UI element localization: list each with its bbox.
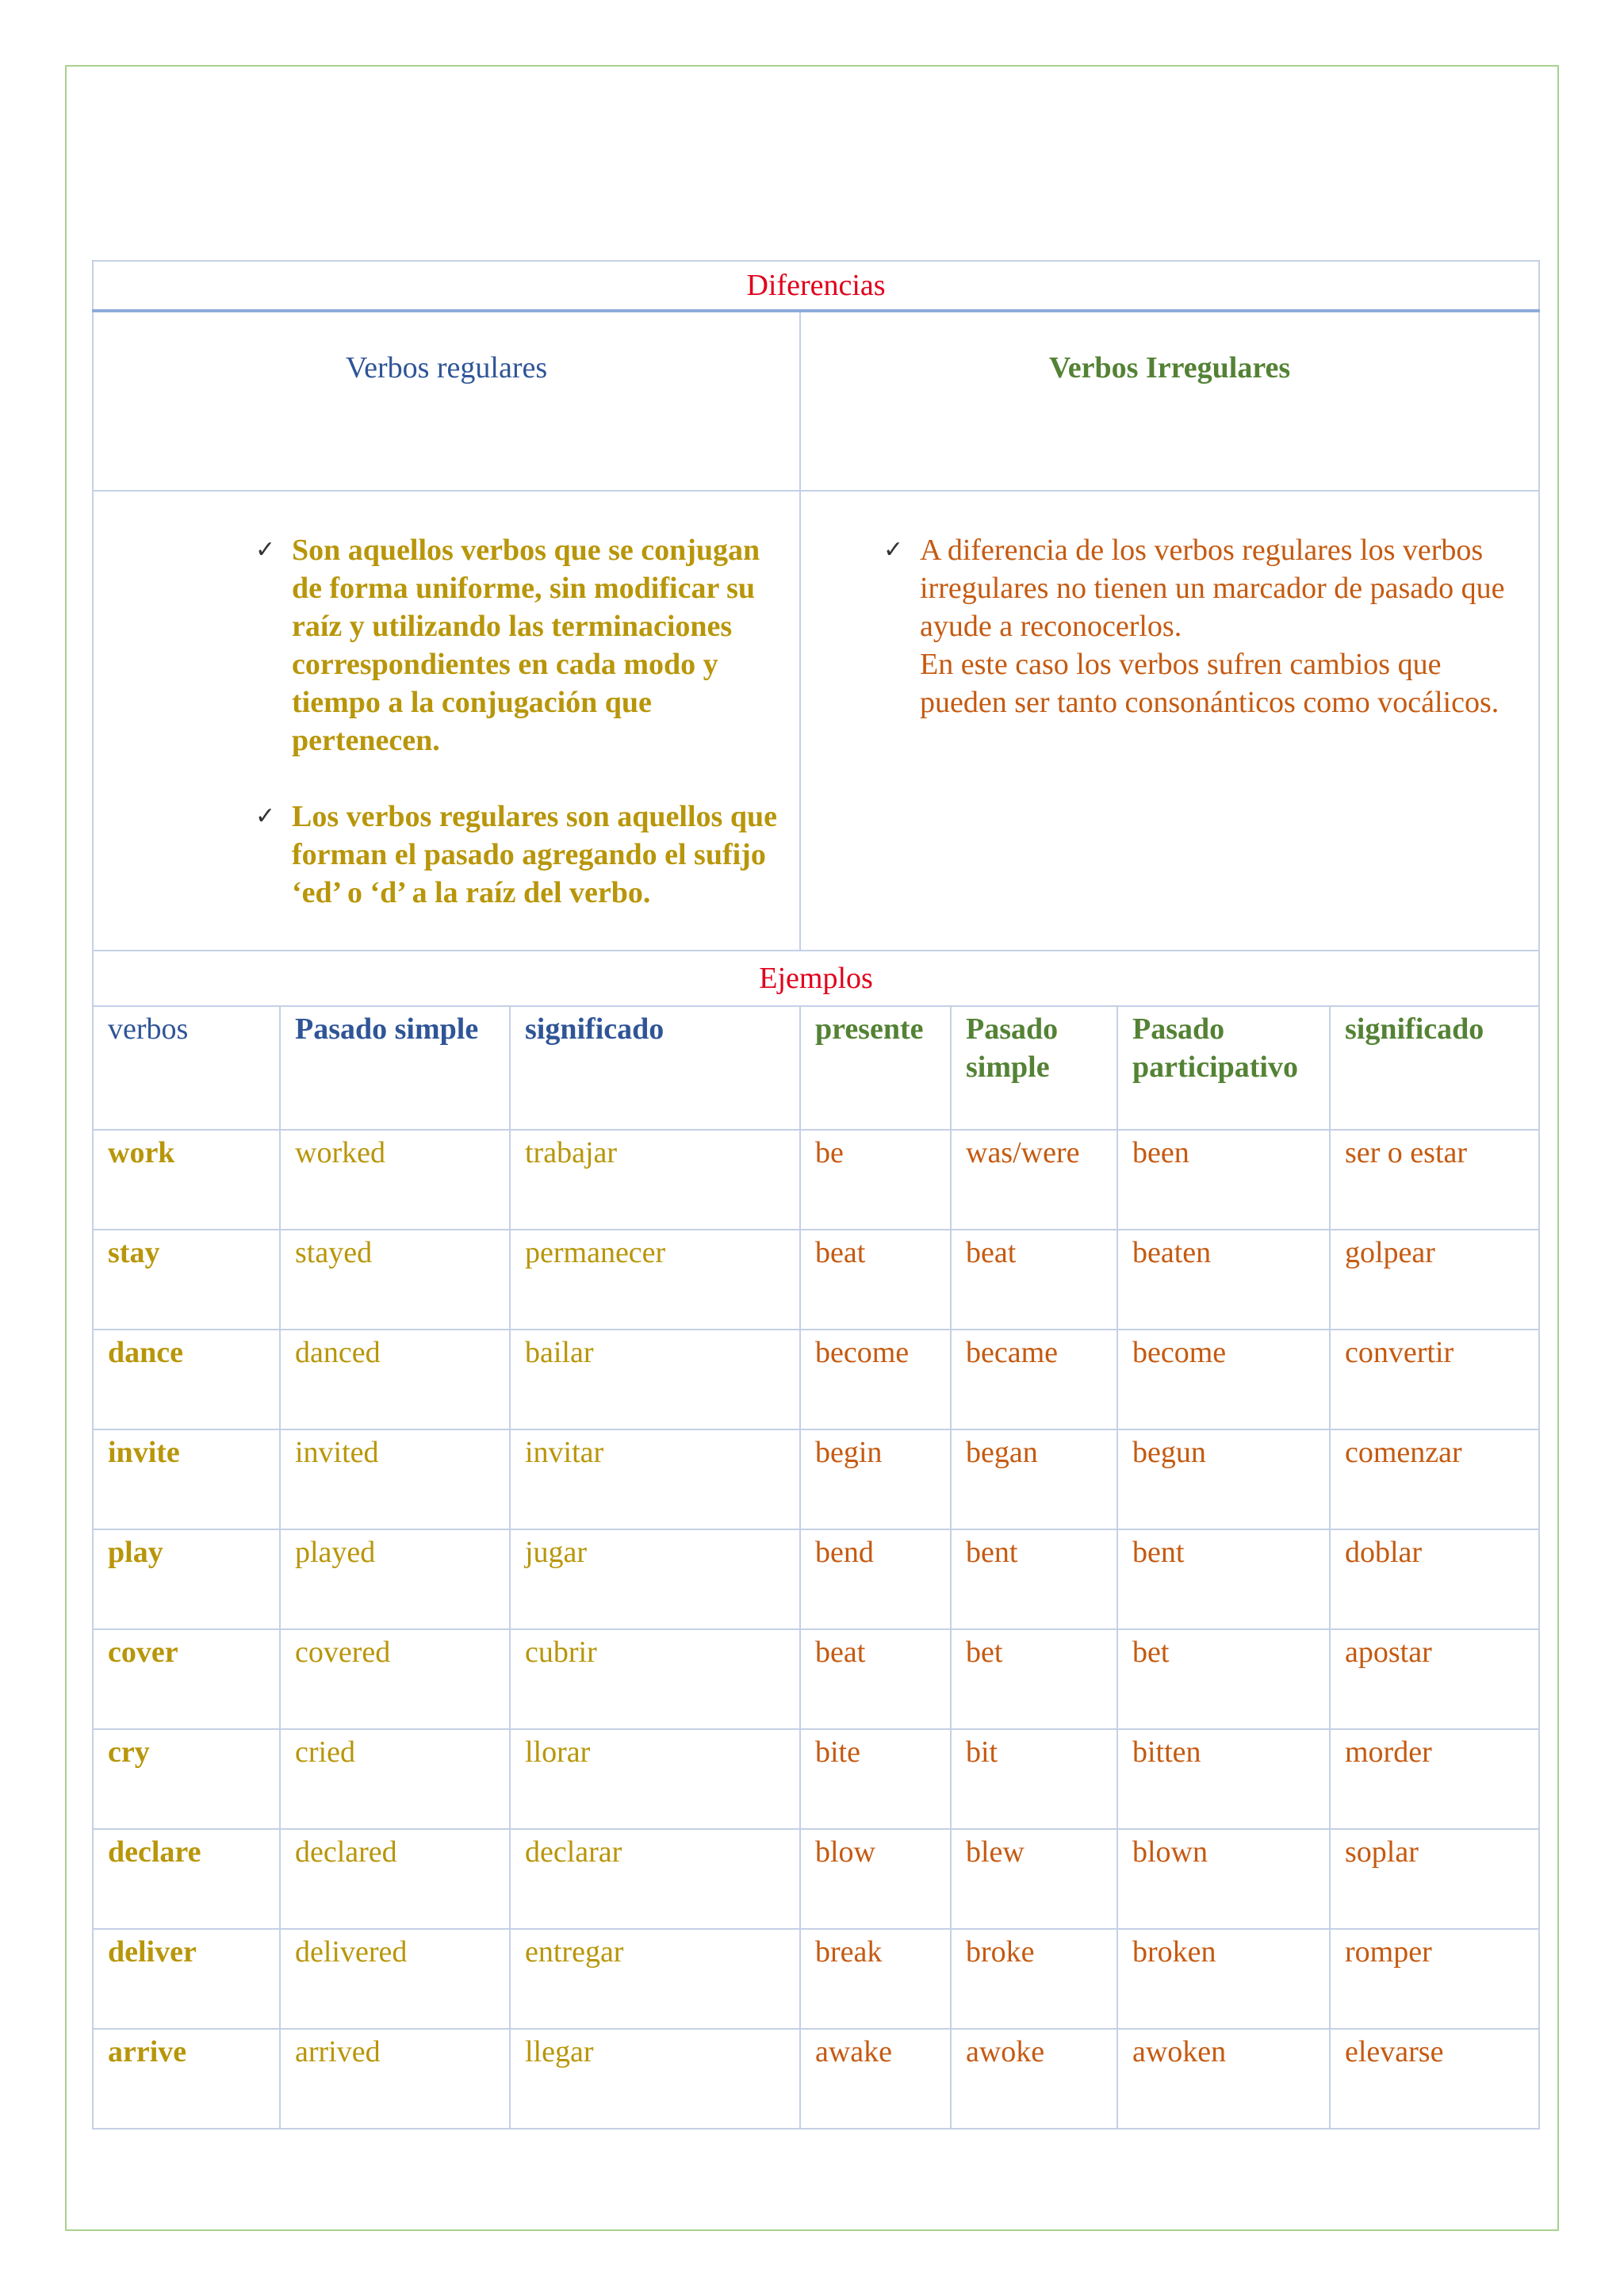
examples-title: Ejemplos [93, 951, 1539, 1006]
cell-past-participle: broken [1117, 1929, 1330, 2029]
cell-irregular-past-simple: blew [951, 1829, 1117, 1929]
cell-irregular-past-simple: bent [951, 1529, 1117, 1629]
cell-past-simple: declared [280, 1829, 510, 1929]
cell-irregular-meaning: golpear [1330, 1230, 1539, 1330]
cell-irregular-past-simple: became [951, 1330, 1117, 1429]
cell-meaning: declarar [510, 1829, 800, 1929]
table-row [93, 1529, 1539, 1629]
cell-present: become [800, 1330, 951, 1429]
table-row [93, 1729, 1539, 1829]
cell-past-participle: beaten [1117, 1230, 1330, 1330]
cell-past-participle: bent [1117, 1529, 1330, 1629]
regular-point [235, 531, 779, 760]
irregular-point-text-1: A diferencia de los verbos regulares los verbos irregulares no tienen un marcador de pasado que ayude a reconocerlos. [920, 534, 1505, 643]
cell-irregular-past-simple: was/were [951, 1130, 1117, 1230]
col-header-pasado-simple-irregular: Pasado simple [951, 1006, 1117, 1130]
cell-past-participle: bet [1117, 1629, 1330, 1729]
irregular-description [800, 491, 1539, 951]
cell-verb: dance [93, 1330, 280, 1429]
cell-verb: arrive [93, 2029, 280, 2129]
col-header-significado: significado [510, 1006, 800, 1130]
table-title: Diferencias [93, 261, 1539, 311]
differences-table [92, 260, 1540, 2130]
cell-present: be [800, 1130, 951, 1230]
cell-present: begin [800, 1429, 951, 1529]
cell-meaning: llorar [510, 1729, 800, 1829]
check-icon: ✓ [255, 536, 276, 564]
table-row [93, 1929, 1539, 2029]
cell-past-simple: played [280, 1529, 510, 1629]
cell-past-participle: become [1117, 1330, 1330, 1429]
cell-irregular-meaning: elevarse [1330, 2029, 1539, 2129]
cell-present: beat [800, 1629, 951, 1729]
irregular-point [863, 531, 1507, 721]
cell-irregular-past-simple: began [951, 1429, 1117, 1529]
cell-meaning: bailar [510, 1330, 800, 1429]
cell-past-participle: blown [1117, 1829, 1330, 1929]
cell-irregular-meaning: doblar [1330, 1529, 1539, 1629]
cell-verb: cover [93, 1629, 280, 1729]
cell-verb: deliver [93, 1929, 280, 2029]
cell-irregular-meaning: morder [1330, 1729, 1539, 1829]
table-row [93, 1429, 1539, 1529]
cell-verb: play [93, 1529, 280, 1629]
cell-irregular-meaning: romper [1330, 1929, 1539, 2029]
cell-meaning: llegar [510, 2029, 800, 2129]
cell-verb: work [93, 1130, 280, 1230]
col-header-verbos: verbos [93, 1006, 280, 1130]
cell-present: awake [800, 2029, 951, 2129]
cell-irregular-past-simple: awoke [951, 2029, 1117, 2129]
col-header-pasado-simple: Pasado simple [280, 1006, 510, 1130]
cell-past-simple: stayed [280, 1230, 510, 1330]
cell-verb: declare [93, 1829, 280, 1929]
cell-irregular-past-simple: broke [951, 1929, 1117, 2029]
cell-past-simple: delivered [280, 1929, 510, 2029]
regular-verbs-header: Verbos regulares [93, 311, 800, 491]
cell-meaning: invitar [510, 1429, 800, 1529]
cell-present: bend [800, 1529, 951, 1629]
cell-past-simple: covered [280, 1629, 510, 1729]
check-icon: ✓ [255, 802, 276, 830]
cell-meaning: jugar [510, 1529, 800, 1629]
table-row [93, 2029, 1539, 2129]
table-row [93, 1230, 1539, 1330]
table-row [93, 1829, 1539, 1929]
col-header-pasado-participativo: Pasado participativo [1117, 1006, 1330, 1130]
examples-header-row [93, 1006, 1539, 1130]
cell-meaning: permanecer [510, 1230, 800, 1330]
cell-verb: stay [93, 1230, 280, 1330]
cell-irregular-meaning: apostar [1330, 1629, 1539, 1729]
cell-irregular-meaning: soplar [1330, 1829, 1539, 1929]
table-row [93, 1330, 1539, 1429]
cell-irregular-meaning: comenzar [1330, 1429, 1539, 1529]
regular-point-text: Los verbos regulares son aquellos que forman el pasado agregando el sufijo ‘ed’ o ‘d’ a la raíz del verbo. [292, 800, 777, 909]
cell-meaning: trabajar [510, 1130, 800, 1230]
cell-past-participle: awoken [1117, 2029, 1330, 2129]
cell-past-participle: begun [1117, 1429, 1330, 1529]
cell-irregular-past-simple: bit [951, 1729, 1117, 1829]
cell-present: break [800, 1929, 951, 2029]
cell-present: blow [800, 1829, 951, 1929]
cell-present: bite [800, 1729, 951, 1829]
check-icon: ✓ [883, 536, 904, 564]
cell-irregular-past-simple: beat [951, 1230, 1117, 1330]
cell-past-participle: been [1117, 1130, 1330, 1230]
cell-past-participle: bitten [1117, 1729, 1330, 1829]
cell-present: beat [800, 1230, 951, 1330]
irregular-verbs-header: Verbos Irregulares [800, 311, 1539, 491]
cell-past-simple: invited [280, 1429, 510, 1529]
cell-past-simple: arrived [280, 2029, 510, 2129]
cell-irregular-meaning: ser o estar [1330, 1130, 1539, 1230]
col-header-presente: presente [800, 1006, 951, 1130]
cell-past-simple: worked [280, 1130, 510, 1230]
cell-irregular-meaning: convertir [1330, 1330, 1539, 1429]
table-row [93, 1629, 1539, 1729]
cell-verb: invite [93, 1429, 280, 1529]
regular-description [93, 491, 800, 951]
cell-irregular-past-simple: bet [951, 1629, 1117, 1729]
table-row [93, 1130, 1539, 1230]
regular-point-text: Son aquellos verbos que se conjugan de forma uniforme, sin modificar su raíz y utilizando las terminaciones correspondientes en cada modo y tiempo a la conjugación que pertenecen. [292, 534, 760, 757]
irregular-point-text-2: En este caso los verbos sufren cambios que pueden ser tanto consonánticos como vocálicos. [920, 648, 1500, 719]
cell-meaning: cubrir [510, 1629, 800, 1729]
regular-point [235, 798, 779, 912]
cell-past-simple: danced [280, 1330, 510, 1429]
cell-past-simple: cried [280, 1729, 510, 1829]
col-header-significado-irregular: significado [1330, 1006, 1539, 1130]
cell-meaning: entregar [510, 1929, 800, 2029]
cell-verb: cry [93, 1729, 280, 1829]
